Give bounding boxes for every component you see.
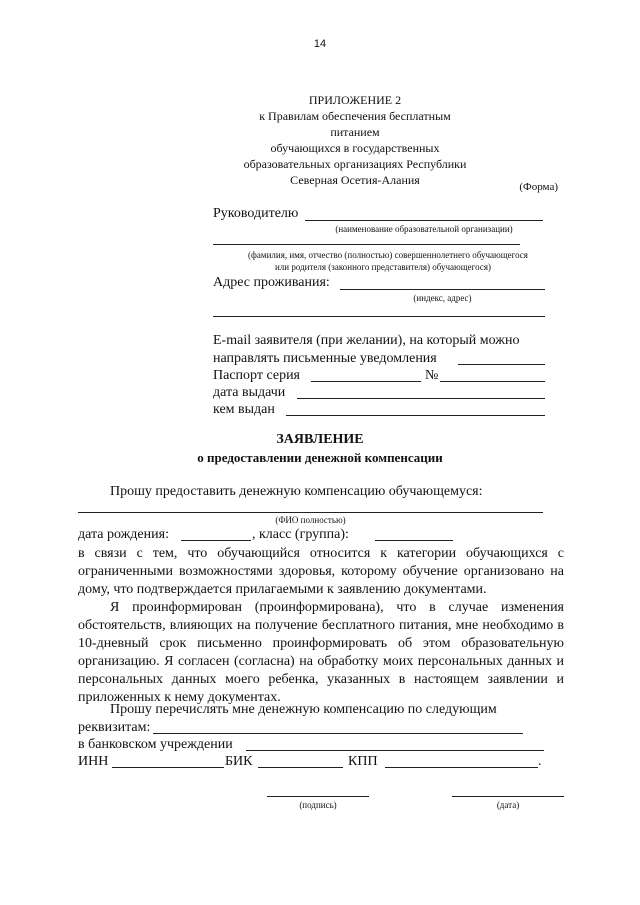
passport-series-line[interactable] [311, 381, 421, 382]
issued-by-label: кем выдан [213, 402, 275, 417]
birth-date-label: дата рождения: [78, 527, 169, 542]
email-line[interactable] [458, 364, 545, 365]
address-hint: (индекс, адрес) [413, 293, 472, 303]
address-label: Адрес проживания: [213, 275, 330, 290]
email-label-line1: E-mail заявителя (при желании), на который можно [213, 333, 520, 348]
bik-line[interactable] [258, 767, 343, 768]
applicant-fio-line[interactable] [213, 244, 520, 245]
statement-title: ЗАЯВЛЕНИЕ [276, 432, 364, 447]
bank-line[interactable] [246, 750, 544, 751]
to-head-label: Руководителю [213, 206, 299, 221]
email-label-line2: направлять письменные уведомления [213, 351, 437, 366]
appendix-line: Северная Осетия-Алания [290, 173, 420, 187]
kpp-line[interactable] [385, 767, 538, 768]
issued-by-line[interactable] [286, 415, 545, 416]
passport-number-line[interactable] [440, 381, 545, 382]
applicant-fio-hint-1: (фамилия, имя, отчество (полностью) совершеннолетнего обучающегося [248, 250, 528, 260]
student-fio-line[interactable] [78, 512, 543, 513]
signature-line[interactable] [267, 796, 369, 797]
appendix-line: к Правилам обеспечения бесплатным питанием [259, 109, 451, 139]
signature-hint: (подпись) [299, 800, 337, 810]
requisites-line1: Прошу перечислять мне денежную компенсацию по следующим [110, 702, 497, 717]
request-text: Прошу предоставить денежную компенсацию обучающемуся: [110, 484, 483, 499]
requisites-line[interactable] [153, 733, 523, 734]
appendix-block [240, 92, 470, 188]
issue-date-line[interactable] [297, 398, 545, 399]
appendix-title: ПРИЛОЖЕНИЕ 2 [308, 93, 402, 107]
paragraph-consent-text: Я проинформирован (проинформирована), что в случае изменения обстоятельств, влияющих на получение бесплатного питания, мне необходимо в 10-дневный срок письменно проинформировать об этом образовательную организацию. Я согласен (согласна) на обработку моих персональных данных и персональных данных моего ребенка, указанных в настоящем заявлении и приложенных к нему документах. [78, 600, 564, 705]
org-name-line[interactable] [305, 220, 543, 221]
birth-date-line[interactable] [181, 540, 251, 541]
address-line-2[interactable] [213, 316, 545, 317]
form-label: (Форма) [519, 181, 558, 193]
appendix-line: образовательных организациях Республики [243, 157, 467, 171]
class-line[interactable] [375, 540, 453, 541]
appendix-line: обучающихся в государственных [270, 141, 440, 155]
student-fio-hint: (ФИО полностью) [275, 515, 346, 525]
paragraph-consent [78, 599, 564, 707]
date-line[interactable] [452, 796, 564, 797]
passport-series-label: Паспорт серия [213, 368, 300, 383]
date-hint: (дата) [496, 800, 520, 810]
bik-label: БИК [225, 754, 253, 769]
passport-number-label: № [425, 368, 439, 383]
address-line[interactable] [340, 289, 545, 290]
statement-subtitle: о предоставлении денежной компенсации [197, 450, 443, 465]
org-name-hint: (наименование образовательной организации) [335, 224, 513, 234]
inn-label: ИНН [78, 754, 109, 769]
bank-label: в банковском учреждении [78, 737, 233, 752]
page-number: 14 [313, 38, 327, 50]
paragraph-reason: в связи с тем, что обучающийся относится к категории обучающихся с ограниченными возможностями здоровья, которому обучение организовано на дому, что подтверждается прилагаемыми к заявлению документами. [78, 546, 564, 597]
kpp-label: КПП [348, 754, 378, 769]
class-label: , класс (группа): [252, 527, 349, 542]
inn-line[interactable] [112, 767, 224, 768]
applicant-fio-hint-2: или родителя (законного представителя) обучающегося) [274, 262, 492, 272]
requisites-line2: реквизитам: [78, 720, 151, 735]
end-period: . [538, 754, 542, 769]
issue-date-label: дата выдачи [213, 385, 286, 400]
